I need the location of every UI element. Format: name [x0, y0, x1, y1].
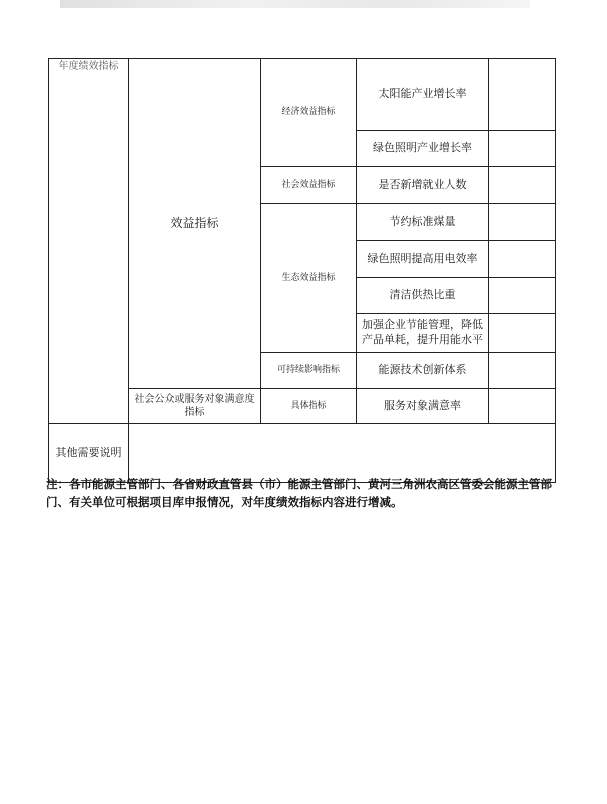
new-employment-cell: 是否新增就业人数 [357, 167, 489, 204]
green-lighting-growth-value-cell [489, 131, 556, 167]
solar-growth-value-cell [489, 59, 556, 131]
service-satisfaction-value-cell [489, 389, 556, 424]
social-benefit-cell: 社会效益指标 [261, 167, 357, 204]
benefit-indicator-cell: 效益指标 [129, 59, 261, 389]
performance-indicator-table [48, 58, 556, 483]
solar-growth-cell: 太阳能产业增长率 [357, 59, 489, 131]
clean-heating-cell: 清洁供热比重 [357, 278, 489, 314]
footnote: 注：各市能源主管部门、各省财政直管县（市）能源主管部门、黄河三角洲农高区管委会能源主管部门、有关单位可根据项目库申报情况，对年度绩效指标内容进行增减。 [46, 477, 552, 509]
green-lighting-growth-cell: 绿色照明产业增长率 [357, 131, 489, 167]
lighting-efficiency-cell: 绿色照明提高用电效率 [357, 241, 489, 278]
economic-benefit-cell: 经济效益指标 [261, 59, 357, 167]
annual-indicator-cell: 年度绩效指标 [49, 59, 129, 424]
satisfaction-indicator-cell: 社会公众或服务对象满意度指标 [129, 389, 261, 424]
energy-management-cell: 加强企业节能管理，降低产品单耗，提升用能水平 [357, 314, 489, 353]
specific-indicator-cell: 具体指标 [261, 389, 357, 424]
coal-saving-value-cell [489, 204, 556, 241]
ecological-benefit-cell: 生态效益指标 [261, 204, 357, 353]
clean-heating-value-cell [489, 278, 556, 314]
sustainable-impact-cell: 可持续影响指标 [261, 353, 357, 389]
energy-management-value-cell [489, 314, 556, 353]
table-row [49, 59, 556, 131]
lighting-efficiency-value-cell [489, 241, 556, 278]
new-employment-value-cell [489, 167, 556, 204]
table-row [49, 424, 556, 483]
innovation-system-value-cell [489, 353, 556, 389]
service-satisfaction-cell: 服务对象满意率 [357, 389, 489, 424]
innovation-system-cell: 能源技术创新体系 [357, 353, 489, 389]
other-notes-label-cell: 其他需要说明 [49, 424, 129, 483]
coal-saving-cell: 节约标准煤量 [357, 204, 489, 241]
scan-top-edge [60, 0, 530, 8]
other-notes-value-cell [129, 424, 556, 483]
